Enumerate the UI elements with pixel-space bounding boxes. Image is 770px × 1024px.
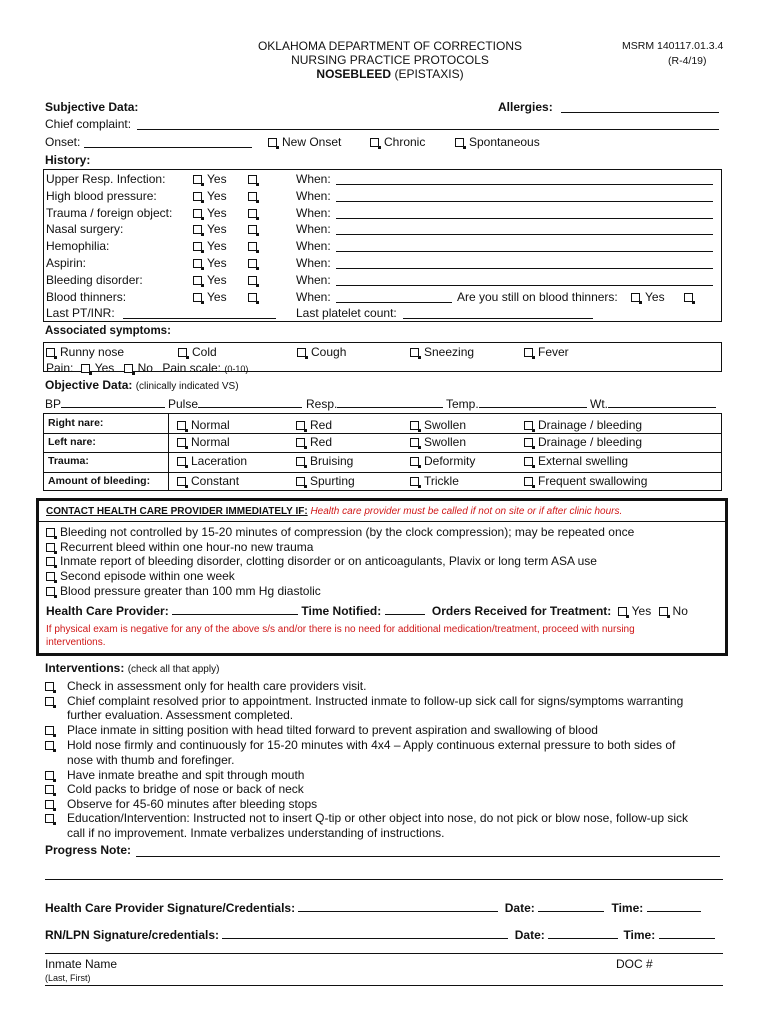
yes-text: Yes bbox=[207, 172, 227, 186]
checkbox-icon bbox=[248, 175, 257, 184]
yes-text: Yes bbox=[207, 188, 227, 203]
when-field[interactable] bbox=[336, 302, 452, 303]
objective-option[interactable] bbox=[524, 418, 642, 432]
history-item-label: Hemophilia: bbox=[46, 239, 110, 254]
yes-text: Yes bbox=[207, 289, 227, 304]
checkbox-icon bbox=[193, 259, 202, 268]
checkbox-icon bbox=[177, 421, 186, 430]
contact-criteria-text: Second episode within one week bbox=[60, 569, 235, 584]
checkbox-icon bbox=[193, 192, 202, 201]
pain-row bbox=[46, 360, 310, 375]
objective-option[interactable] bbox=[410, 435, 466, 449]
checkbox-icon bbox=[193, 209, 202, 218]
checkbox-icon bbox=[45, 741, 54, 750]
form-revision: (R-4/19) bbox=[668, 55, 707, 67]
provider-date-field[interactable] bbox=[538, 900, 604, 912]
allergies-label: Allergies: bbox=[498, 100, 553, 114]
history-item-label: Blood thinners: bbox=[46, 289, 127, 304]
checkbox-icon bbox=[45, 726, 54, 735]
history-item-label: Upper Resp. Infection: bbox=[46, 172, 166, 186]
objective-option-text: Deformity bbox=[424, 454, 476, 468]
objective-option-text: Red bbox=[310, 435, 333, 449]
intervention-item[interactable] bbox=[45, 782, 59, 796]
objective-option[interactable] bbox=[296, 435, 332, 449]
intervention-item[interactable] bbox=[45, 797, 59, 811]
rn-signature-row: RN/LPN Signature/credentials: Date: Time: bbox=[45, 927, 715, 942]
contact-criteria-item[interactable] bbox=[46, 584, 321, 598]
checkbox-icon bbox=[410, 457, 419, 466]
checkbox-icon bbox=[178, 348, 187, 357]
orders-yes[interactable]: Yes bbox=[618, 604, 652, 618]
objective-table bbox=[43, 413, 722, 491]
history-yes[interactable] bbox=[193, 206, 227, 220]
history-no[interactable] bbox=[248, 222, 262, 236]
history-label: History: bbox=[45, 153, 91, 167]
chief-complaint-field[interactable] bbox=[137, 129, 719, 130]
pulse-field[interactable] bbox=[198, 396, 302, 408]
intervention-text: Place inmate in sitting position with head tilted forward to prevent aspiration and swallowing of blood bbox=[67, 723, 598, 738]
checkbox-icon bbox=[410, 348, 419, 357]
vital-wt: Wt. bbox=[590, 396, 716, 411]
still-on-label: Are you still on blood thinners: bbox=[457, 289, 618, 304]
checkbox-icon bbox=[248, 259, 257, 268]
orders-no[interactable]: No bbox=[659, 604, 688, 618]
checkbox-icon bbox=[296, 438, 305, 447]
provider-signature-field[interactable] bbox=[298, 900, 498, 912]
checkbox-icon bbox=[248, 293, 257, 302]
onset-spontaneous[interactable]: Spontaneous bbox=[455, 135, 540, 149]
objective-row-label: Right nare: bbox=[48, 417, 104, 429]
checkbox-icon bbox=[177, 438, 186, 447]
objective-note: (clinically indicated VS) bbox=[135, 381, 239, 392]
checkbox-icon bbox=[659, 607, 668, 616]
objective-row-label: Amount of bleeding: bbox=[48, 475, 151, 487]
objective-option-text: Drainage / bleeding bbox=[538, 435, 643, 449]
history-item-label: Aspirin: bbox=[46, 256, 87, 270]
contact-heading-text: CONTACT HEALTH CARE PROVIDER IMMEDIATELY IF: bbox=[46, 506, 308, 517]
history-yes[interactable] bbox=[193, 222, 227, 236]
pain-no[interactable]: No bbox=[124, 361, 153, 375]
pain-scale-range: (0-10) bbox=[224, 364, 249, 374]
when-label: When: bbox=[296, 289, 331, 304]
contact-criteria-item[interactable] bbox=[46, 525, 634, 539]
checkbox-icon bbox=[46, 543, 55, 552]
checkbox-icon bbox=[46, 572, 55, 581]
history-item-label: High blood pressure: bbox=[46, 188, 157, 203]
history-no[interactable] bbox=[248, 206, 262, 220]
contact-criteria-item[interactable] bbox=[46, 554, 597, 568]
checkbox-icon bbox=[248, 276, 257, 285]
checkbox-icon bbox=[297, 348, 306, 357]
checkbox-icon bbox=[177, 477, 186, 486]
form-code: MSRM 140117.01.3.4 bbox=[622, 40, 724, 52]
subjective-label: Subjective Data: bbox=[45, 100, 139, 114]
intervention-text: Observe for 45-60 minutes after bleeding stops bbox=[67, 796, 318, 811]
yes-text: Yes bbox=[207, 222, 227, 237]
progress-label: Progress Note: bbox=[45, 843, 132, 857]
objective-option-text: Laceration bbox=[191, 454, 248, 468]
objective-option-text: External swelling bbox=[538, 454, 629, 468]
yes-text: Yes bbox=[645, 289, 665, 304]
agency-name: OKLAHOMA DEPARTMENT OF CORRECTIONS bbox=[257, 39, 523, 53]
protocol-type: NURSING PRACTICE PROTOCOLS bbox=[291, 53, 489, 67]
objective-option-text: Normal bbox=[191, 435, 230, 449]
checkbox-icon bbox=[248, 192, 257, 201]
checkbox-icon bbox=[193, 225, 202, 234]
contact-heading bbox=[46, 506, 622, 517]
checkbox-icon bbox=[193, 242, 202, 251]
interventions-label: Interventions: bbox=[45, 661, 125, 675]
bp-field[interactable] bbox=[61, 396, 165, 408]
objective-label: Objective Data: bbox=[45, 378, 133, 392]
contact-heading-note: Health care provider must be called if not on site or if after clinic hours. bbox=[310, 506, 623, 517]
checkbox-icon bbox=[268, 138, 277, 147]
progress-field-2[interactable] bbox=[45, 879, 723, 880]
when-field[interactable] bbox=[336, 251, 713, 252]
when-field[interactable] bbox=[336, 268, 713, 269]
objective-option[interactable] bbox=[177, 474, 239, 488]
objective-row bbox=[44, 472, 721, 490]
contact-provider-row: Health Care Provider: Time Notified: Orders Received for Treatment: Yes No bbox=[46, 604, 688, 618]
history-yes[interactable] bbox=[193, 189, 227, 203]
objective-option[interactable] bbox=[524, 474, 647, 488]
objective-option[interactable] bbox=[296, 454, 353, 468]
objective-option[interactable] bbox=[296, 474, 355, 488]
objective-option[interactable] bbox=[524, 454, 628, 468]
intervention-text: Hold nose firmly and continuously for 15-20 minutes with 4x4 – Apply continuous external pressure to both sides of bbox=[67, 737, 676, 752]
vital-temp: Temp. bbox=[446, 396, 587, 411]
checkbox-icon bbox=[45, 785, 54, 794]
when-label: When: bbox=[296, 172, 331, 186]
onset-label: Onset: bbox=[45, 135, 81, 149]
intervention-text: Chief complaint resolved prior to appointment. Instructed inmate to follow-up sick call for signs/symptoms warranting bbox=[67, 693, 684, 708]
checkbox-icon bbox=[46, 587, 55, 596]
when-field[interactable] bbox=[336, 184, 713, 185]
checkbox-icon bbox=[410, 477, 419, 486]
form-title-bold: NOSEBLEED bbox=[316, 67, 392, 81]
objective-option[interactable] bbox=[410, 474, 459, 488]
contact-criteria-text: Inmate report of bleeding disorder, clotting disorder or on anticoagulants, Plavix or long term ASA use bbox=[60, 554, 597, 569]
intervention-text: further evaluation. Assessment completed. bbox=[67, 708, 294, 723]
when-label: When: bbox=[296, 256, 331, 270]
objective-heading bbox=[45, 378, 239, 392]
intervention-text: Have inmate breathe and spit through mouth bbox=[67, 767, 305, 782]
when-label: When: bbox=[296, 205, 331, 220]
intervention-text: nose with thumb and forefinger. bbox=[67, 752, 235, 767]
objective-option-text: Swollen bbox=[424, 435, 467, 449]
checkbox-icon bbox=[524, 477, 533, 486]
yes-text: Yes bbox=[207, 256, 227, 270]
symptom-cough[interactable]: Cough bbox=[297, 345, 346, 359]
doc-label: DOC # bbox=[616, 957, 653, 971]
intervention-item[interactable] bbox=[45, 723, 59, 737]
objective-row bbox=[44, 452, 721, 473]
history-yes[interactable] bbox=[193, 273, 227, 287]
onset-chronic[interactable]: Chronic bbox=[370, 135, 425, 149]
checkbox-icon bbox=[296, 421, 305, 430]
rn-signature-field[interactable] bbox=[222, 927, 508, 939]
still-on-yes[interactable] bbox=[631, 290, 665, 304]
checkbox-icon bbox=[46, 557, 55, 566]
pain-yes[interactable]: Yes bbox=[81, 361, 115, 375]
objective-option[interactable] bbox=[177, 435, 230, 449]
when-field[interactable] bbox=[336, 201, 713, 202]
objective-row bbox=[44, 414, 721, 434]
when-field[interactable] bbox=[336, 218, 713, 219]
contact-warning-1: If physical exam is negative for any of the above s/s and/or there is no need for additional medication/treatment, proceed with nursing bbox=[46, 624, 635, 635]
yes-text: Yes bbox=[207, 272, 227, 287]
checkbox-icon bbox=[524, 348, 533, 357]
when-field[interactable] bbox=[336, 234, 713, 235]
contact-divider bbox=[39, 521, 725, 522]
intervention-item[interactable] bbox=[45, 738, 59, 752]
history-no[interactable] bbox=[248, 239, 262, 253]
objective-row-label: Trauma: bbox=[48, 455, 89, 467]
last-ptinr-label: Last PT/INR: bbox=[46, 306, 115, 320]
history-item-label: Nasal surgery: bbox=[46, 222, 124, 237]
progress-field-1[interactable] bbox=[136, 856, 720, 857]
objective-option-text: Normal bbox=[191, 418, 230, 432]
contact-criteria-item[interactable] bbox=[46, 569, 235, 583]
checkbox-icon bbox=[410, 438, 419, 447]
checkbox-icon bbox=[45, 771, 54, 780]
objective-row-label: Left nare: bbox=[48, 436, 96, 448]
inmate-name-label: Inmate Name bbox=[45, 957, 118, 971]
history-yes[interactable] bbox=[193, 239, 227, 253]
history-yes[interactable] bbox=[193, 290, 227, 304]
wt-field[interactable] bbox=[608, 396, 716, 408]
objective-option[interactable] bbox=[177, 454, 247, 468]
yes-text: Yes bbox=[207, 239, 227, 254]
objective-option-text: Spurting bbox=[310, 474, 355, 488]
checkbox-icon bbox=[618, 607, 627, 616]
contact-criteria-text: Recurrent bleed within one hour-no new trauma bbox=[60, 539, 314, 554]
checkbox-icon bbox=[296, 477, 305, 486]
objective-option-text: Drainage / bleeding bbox=[538, 418, 643, 432]
footer-top-rule bbox=[45, 953, 723, 954]
checkbox-icon bbox=[296, 457, 305, 466]
associated-label: Associated symptoms: bbox=[45, 325, 171, 337]
last-platelet-field[interactable] bbox=[403, 318, 593, 319]
last-platelet-label: Last platelet count: bbox=[296, 306, 397, 320]
objective-row bbox=[44, 433, 721, 453]
contact-criteria-text: Blood pressure greater than 100 mm Hg diastolic bbox=[60, 583, 321, 598]
symptom-runny-nose[interactable]: Runny nose bbox=[46, 345, 124, 359]
footer-bottom-rule bbox=[45, 985, 723, 986]
checkbox-icon bbox=[45, 800, 54, 809]
history-item-label: Bleeding disorder: bbox=[46, 272, 143, 287]
checkbox-icon bbox=[455, 138, 464, 147]
intervention-item[interactable] bbox=[45, 679, 59, 693]
checkbox-icon bbox=[524, 421, 533, 430]
intervention-text: Check in assessment only for health care providers visit. bbox=[67, 679, 367, 693]
checkbox-icon bbox=[370, 138, 379, 147]
history-no[interactable] bbox=[248, 273, 262, 287]
checkbox-icon bbox=[524, 457, 533, 466]
intervention-text: Education/Intervention: Instructed not to insert Q-tip or other object into nose, do not pick or blow nose, follow-up sick bbox=[67, 811, 688, 826]
intervention-text: Cold packs to bridge of nose or back of neck bbox=[67, 782, 304, 797]
checkbox-icon bbox=[193, 293, 202, 302]
checkbox-icon bbox=[684, 293, 693, 302]
when-label: When: bbox=[296, 239, 331, 254]
symptom-sneezing[interactable]: Sneezing bbox=[410, 345, 474, 359]
onset-new[interactable]: New Onset bbox=[268, 135, 341, 149]
pain-scale-label: Pain scale: bbox=[162, 361, 222, 375]
onset-field[interactable] bbox=[84, 147, 252, 148]
form-title bbox=[200, 67, 580, 81]
checkbox-icon bbox=[248, 242, 257, 251]
provider-time-field[interactable] bbox=[647, 900, 701, 912]
when-field[interactable] bbox=[336, 285, 713, 286]
objective-option-text: Bruising bbox=[310, 454, 354, 468]
chief-complaint-label: Chief complaint: bbox=[45, 117, 132, 131]
objective-option[interactable] bbox=[524, 435, 642, 449]
intervention-item[interactable] bbox=[45, 694, 59, 708]
objective-option[interactable] bbox=[410, 418, 466, 432]
checkbox-icon bbox=[248, 209, 257, 218]
objective-option-text: Swollen bbox=[424, 418, 467, 432]
checkbox-icon bbox=[193, 276, 202, 285]
history-item-label: Trauma / foreign object: bbox=[46, 205, 173, 220]
checkbox-icon bbox=[248, 225, 257, 234]
still-on-no[interactable] bbox=[684, 290, 698, 304]
interventions-heading bbox=[45, 661, 219, 675]
when-label: When: bbox=[296, 222, 331, 237]
checkbox-icon bbox=[45, 682, 54, 691]
pain-label: Pain: bbox=[46, 361, 74, 375]
history-no[interactable] bbox=[248, 290, 262, 304]
objective-option-text: Frequent swallowing bbox=[538, 474, 648, 488]
history-no[interactable] bbox=[248, 256, 262, 270]
time-notified-field[interactable] bbox=[385, 603, 425, 615]
history-no[interactable] bbox=[248, 189, 262, 203]
contact-warning-2: interventions. bbox=[46, 637, 106, 648]
objective-option[interactable] bbox=[177, 418, 230, 432]
objective-option-text: Red bbox=[310, 418, 333, 432]
contact-criteria-item[interactable] bbox=[46, 540, 313, 554]
checkbox-icon bbox=[81, 364, 90, 373]
when-label: When: bbox=[296, 272, 331, 287]
provider-signature-row: Health Care Provider Signature/Credentials: Date: Time: bbox=[45, 900, 701, 915]
checkbox-icon bbox=[410, 421, 419, 430]
objective-option-text: Trickle bbox=[424, 474, 459, 488]
checkbox-icon bbox=[124, 364, 133, 373]
symptom-cold[interactable]: Cold bbox=[178, 345, 217, 359]
rn-time-field[interactable] bbox=[659, 927, 715, 939]
history-no[interactable] bbox=[248, 172, 262, 186]
checkbox-icon bbox=[46, 348, 55, 357]
yes-text: Yes bbox=[207, 205, 227, 220]
intervention-item[interactable] bbox=[45, 811, 59, 825]
objective-option[interactable] bbox=[296, 418, 332, 432]
history-yes[interactable] bbox=[193, 172, 227, 186]
interventions-note: (check all that apply) bbox=[127, 664, 220, 675]
vital-resp: Resp. bbox=[306, 396, 443, 411]
vital-bp: BP bbox=[45, 396, 165, 411]
checkbox-icon bbox=[45, 697, 54, 706]
checkbox-icon bbox=[524, 438, 533, 447]
vital-pulse: Pulse bbox=[168, 396, 302, 411]
checkbox-icon bbox=[46, 528, 55, 537]
rn-date-field[interactable] bbox=[548, 927, 618, 939]
temp-field[interactable] bbox=[479, 396, 587, 408]
allergies-field[interactable] bbox=[561, 112, 719, 113]
last-first-label: (Last, First) bbox=[45, 973, 91, 983]
when-label: When: bbox=[296, 188, 331, 203]
pain-scale-field[interactable] bbox=[252, 360, 310, 372]
intervention-item[interactable] bbox=[45, 768, 59, 782]
checkbox-icon bbox=[631, 293, 640, 302]
contact-criteria-text: Bleeding not controlled by 15-20 minutes of compression (by the clock compression); may be repeated once bbox=[60, 525, 635, 539]
checkbox-icon bbox=[177, 457, 186, 466]
symptom-fever[interactable]: Fever bbox=[524, 345, 569, 359]
last-ptinr-field[interactable] bbox=[123, 318, 276, 319]
objective-option[interactable] bbox=[410, 454, 475, 468]
history-yes[interactable] bbox=[193, 256, 227, 270]
checkbox-icon bbox=[45, 814, 54, 823]
resp-field[interactable] bbox=[337, 396, 443, 408]
checkbox-icon bbox=[193, 175, 202, 184]
intervention-text: call if no improvement. Inmate verbalizes understanding of instructions. bbox=[67, 826, 445, 840]
form-title-rest: (EPISTAXIS) bbox=[391, 67, 464, 81]
provider-field[interactable] bbox=[172, 603, 298, 615]
objective-option-text: Constant bbox=[191, 474, 240, 488]
